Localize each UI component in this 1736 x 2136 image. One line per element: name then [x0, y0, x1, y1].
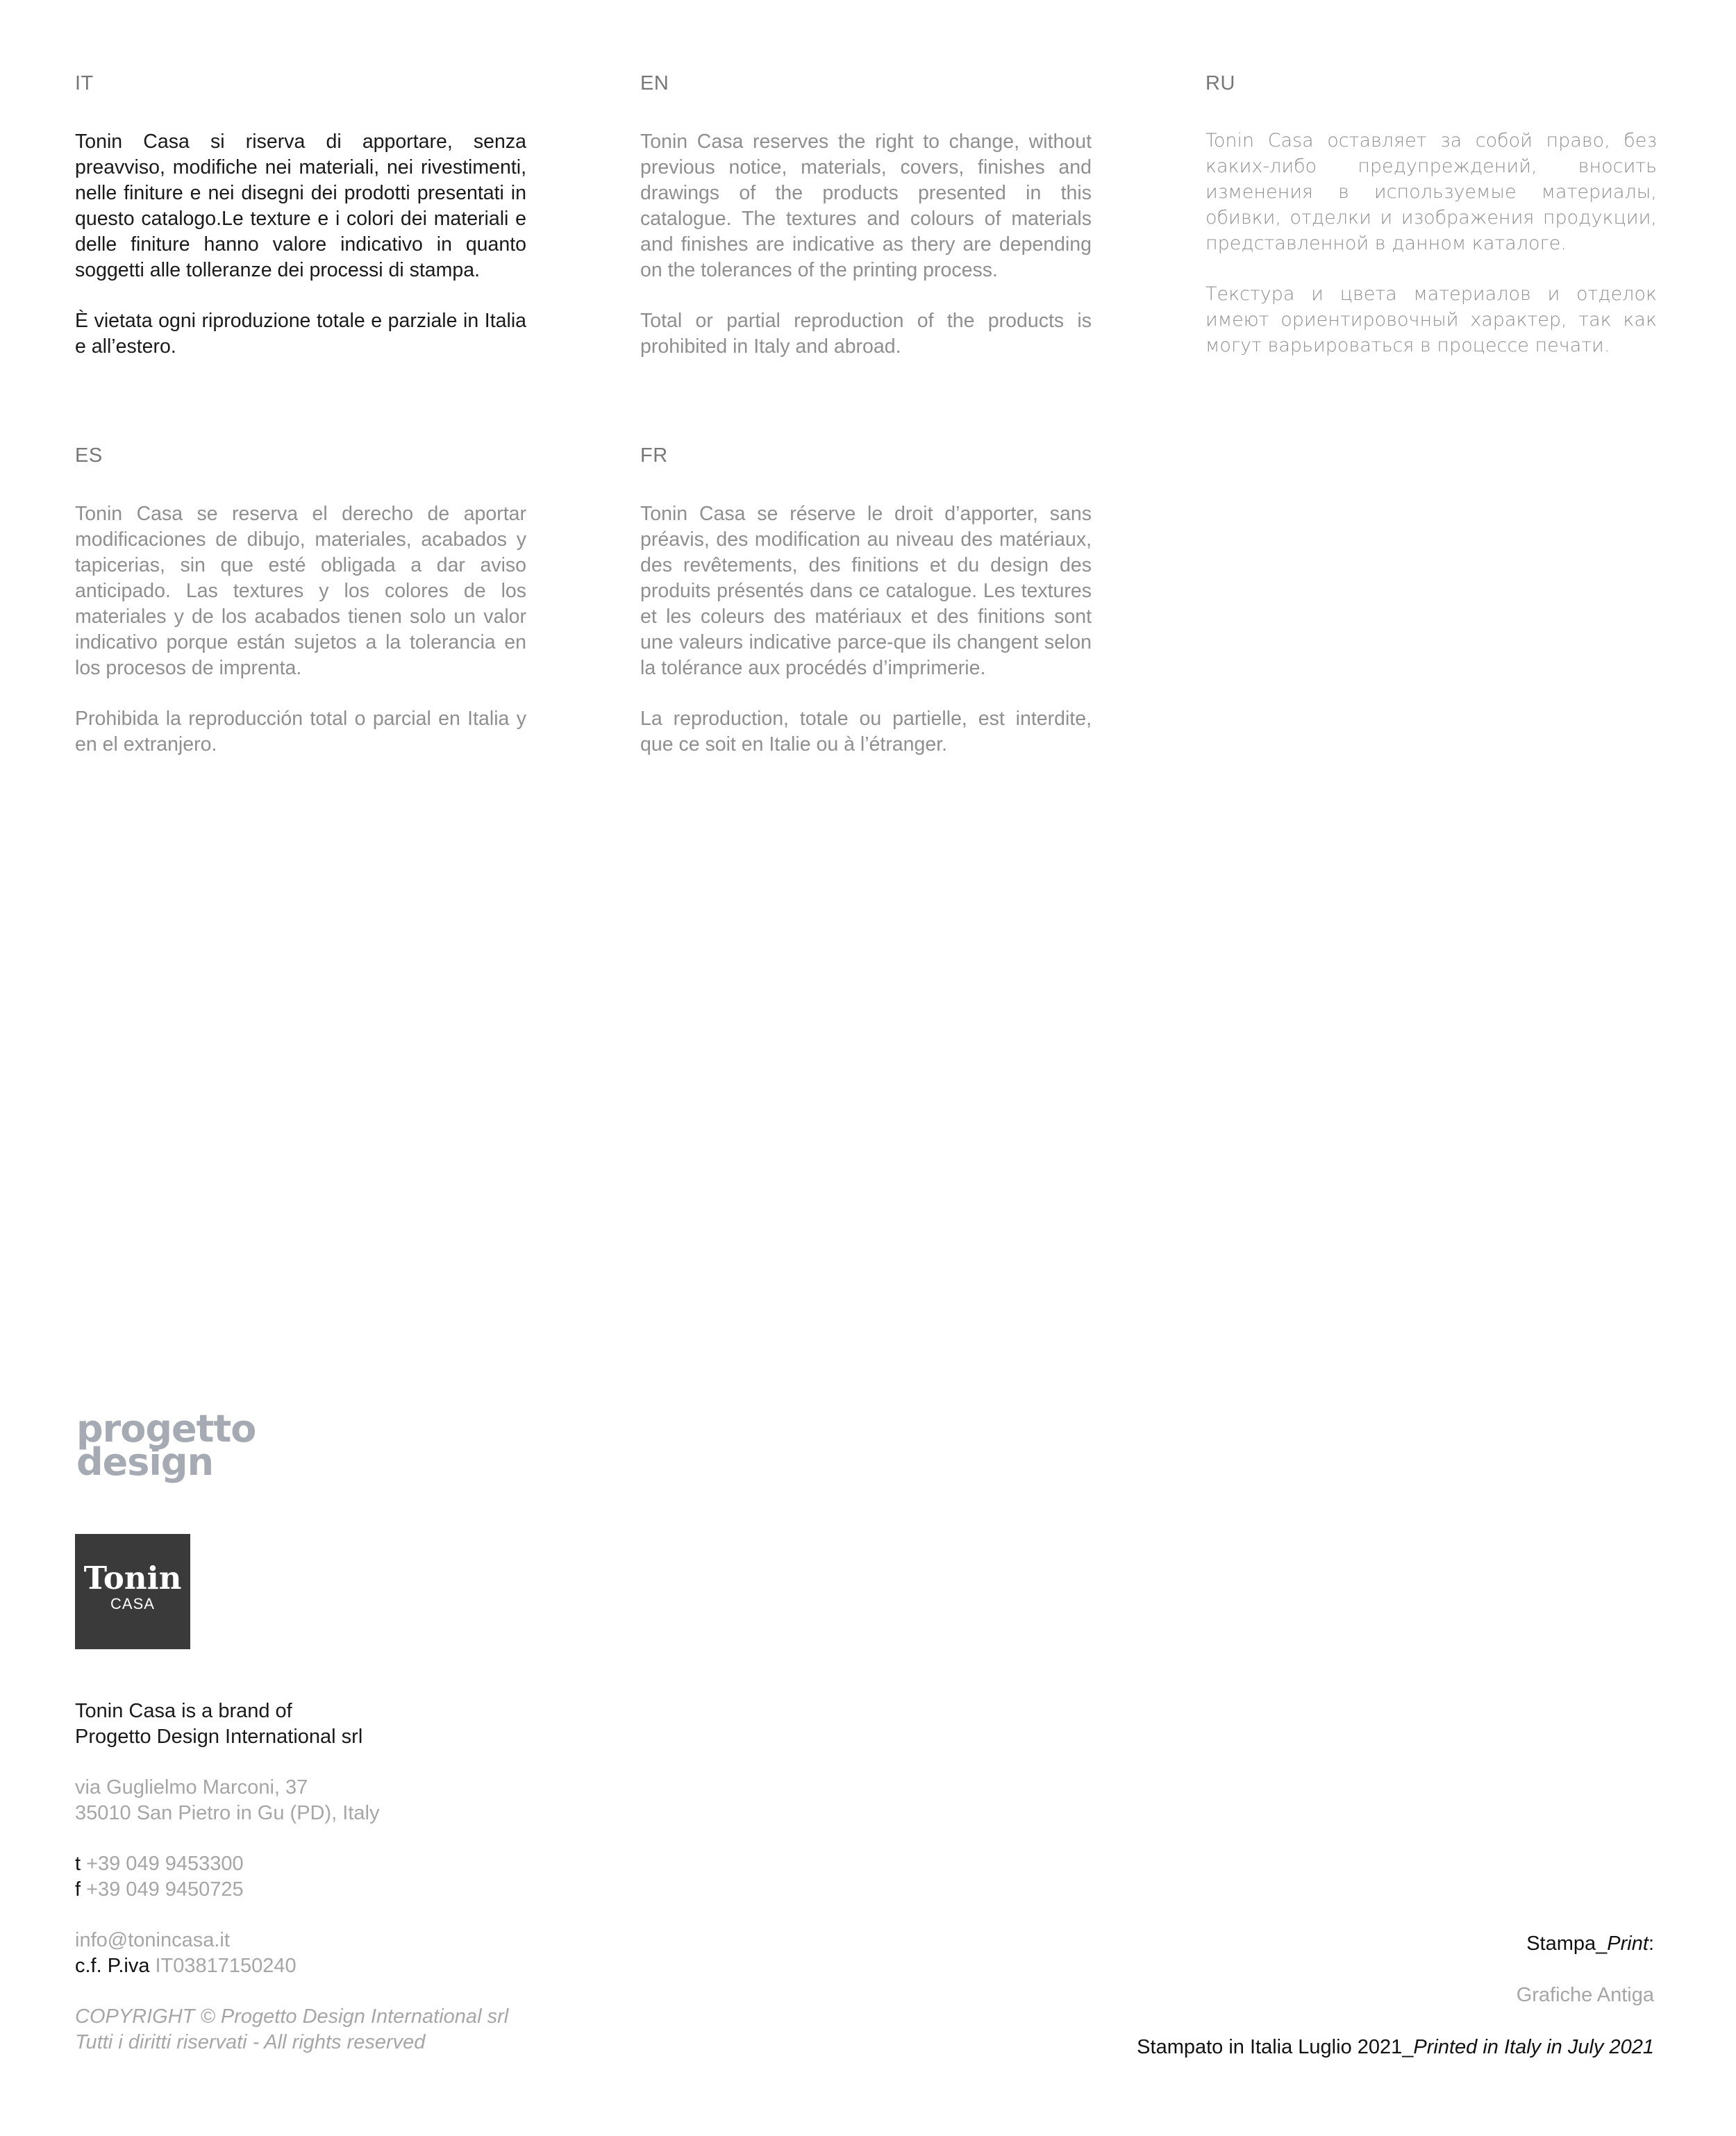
telephone-number[interactable]: +39 049 9453300: [86, 1853, 244, 1875]
paragraph-it-1: Tonin Casa si riserva di apportare, senza preavviso, modifiche nei materiali, nei rivestimenti, nelle finiture e nei disegni dei prodotti presentati in questo catalogo.Le texture e i colori dei materiali e delle finiture hanno valore indicativo in quanto soggetti alle tolleranze dei processi di stampa.: [75, 131, 526, 281]
fax-row: [75, 1877, 244, 1903]
copyright-line-2: Tutti i diritti riservati - All rights reserved: [75, 2031, 426, 2053]
print-label-colon: :: [1648, 1933, 1654, 1955]
paragraph-fr-1: Tonin Casa se réserve le droit d’apporter, sans préavis, des modification au niveau des matériaux, des revêtements, des finitions et du design des produits présentés dans ce catalogue. Les textures et les coleurs des matériaux et des finitions sont une valeurs indicative parce-que ils changent selon la tolérance aux procédés d’imprimerie.: [640, 503, 1092, 679]
lang-label-es: ES: [75, 444, 103, 467]
address-info: [75, 1775, 379, 1826]
tonin-logo-word: Tonin: [83, 1560, 182, 1596]
address-line-1: via Guglielmo Marconi, 37: [75, 1776, 308, 1799]
print-date-it: Stampato in Italia Luglio 2021_: [1137, 2036, 1414, 2058]
text-block-es: [75, 501, 526, 758]
lang-label-it: IT: [75, 72, 94, 94]
print-date: [1137, 2036, 1654, 2059]
paragraph-ru-2: Текстура и цвета материалов и отделок имеют ориентировочный характер, так как могут варьироваться в процессе печати.: [1205, 283, 1657, 356]
telephone-row: [75, 1851, 244, 1877]
brand-line-1: Tonin Casa is a brand of: [75, 1700, 292, 1722]
paragraph-es-2: Prohibida la reproducción total o parcial en Italia y en el extranjero.: [75, 708, 526, 756]
copyright-info: [75, 2004, 508, 2055]
phone-info: [75, 1851, 244, 1903]
brand-info: [75, 1699, 362, 1750]
progetto-logo-line1: progetto: [76, 1407, 256, 1451]
print-label-en: Print: [1607, 1933, 1649, 1955]
vat-label: c.f. P.iva: [75, 1955, 150, 1977]
paragraph-it-2: È vietata ogni riproduzione totale e parziale in Italia e all’estero.: [75, 310, 526, 358]
text-block-en: [640, 129, 1092, 360]
printer-name: Grafiche Antiga: [1516, 1984, 1654, 2006]
telephone-label: t: [75, 1853, 81, 1875]
vat-row: [75, 1953, 297, 1979]
text-block-it: [75, 129, 526, 360]
address-line-2: 35010 San Pietro in Gu (PD), Italy: [75, 1802, 380, 1824]
lang-label-ru: RU: [1205, 72, 1235, 94]
email-link[interactable]: info@tonincasa.it: [75, 1929, 230, 1951]
progetto-design-logo: [76, 1407, 256, 1484]
paragraph-en-2: Total or partial reproduction of the products is prohibited in Italy and abroad.: [640, 310, 1092, 358]
lang-label-en: EN: [640, 72, 669, 94]
paragraph-es-1: Tonin Casa se reserva el derecho de aportar modificaciones de dibujo, materiales, acabados y tapicerias, sin que esté obligada a dar aviso anticipado. Las textures y los colores de los materiales y de los acabados tienen solo un valor indicativo porque están sujetos a la tolerancia en los procesos de imprenta.: [75, 503, 526, 679]
paragraph-ru-1: Tonin Casa оставляет за собой право, без каких-либо предупреждений, вносить изменения в используемые материалы, обивки, отделки и изображения продукции, представленной в данном каталоге.: [1205, 130, 1657, 254]
print-label: [1526, 1933, 1654, 1955]
tonin-casa-logo: [75, 1534, 190, 1649]
vat-number: IT03817150240: [155, 1955, 297, 1977]
brand-line-2: Progetto Design International srl: [75, 1726, 363, 1748]
contact-info: [75, 1928, 297, 1979]
paragraph-fr-2: La reproduction, totale ou partielle, est interdite, que ce soit en Italie ou à l’étranger.: [640, 708, 1092, 756]
text-block-ru: [1205, 128, 1657, 358]
text-block-fr: [640, 501, 1092, 758]
lang-label-fr: FR: [640, 444, 668, 467]
print-label-it: Stampa_: [1526, 1933, 1608, 1955]
tonin-logo-sub: CASA: [110, 1595, 155, 1612]
fax-number: +39 049 9450725: [86, 1878, 244, 1901]
copyright-line-1: COPYRIGHT © Progetto Design International srl: [75, 2005, 509, 2028]
fax-label: f: [75, 1878, 81, 1901]
progetto-logo-line2: design: [76, 1440, 214, 1484]
paragraph-en-1: Tonin Casa reserves the right to change, without previous notice, materials, covers, finishes and drawings of the products presented in this catalogue. The textures and colours of materials and finishes are indicative as thery are depending on the tolerances of the printing process.: [640, 131, 1092, 281]
print-date-en: Printed in Italy in July 2021: [1413, 2036, 1654, 2058]
